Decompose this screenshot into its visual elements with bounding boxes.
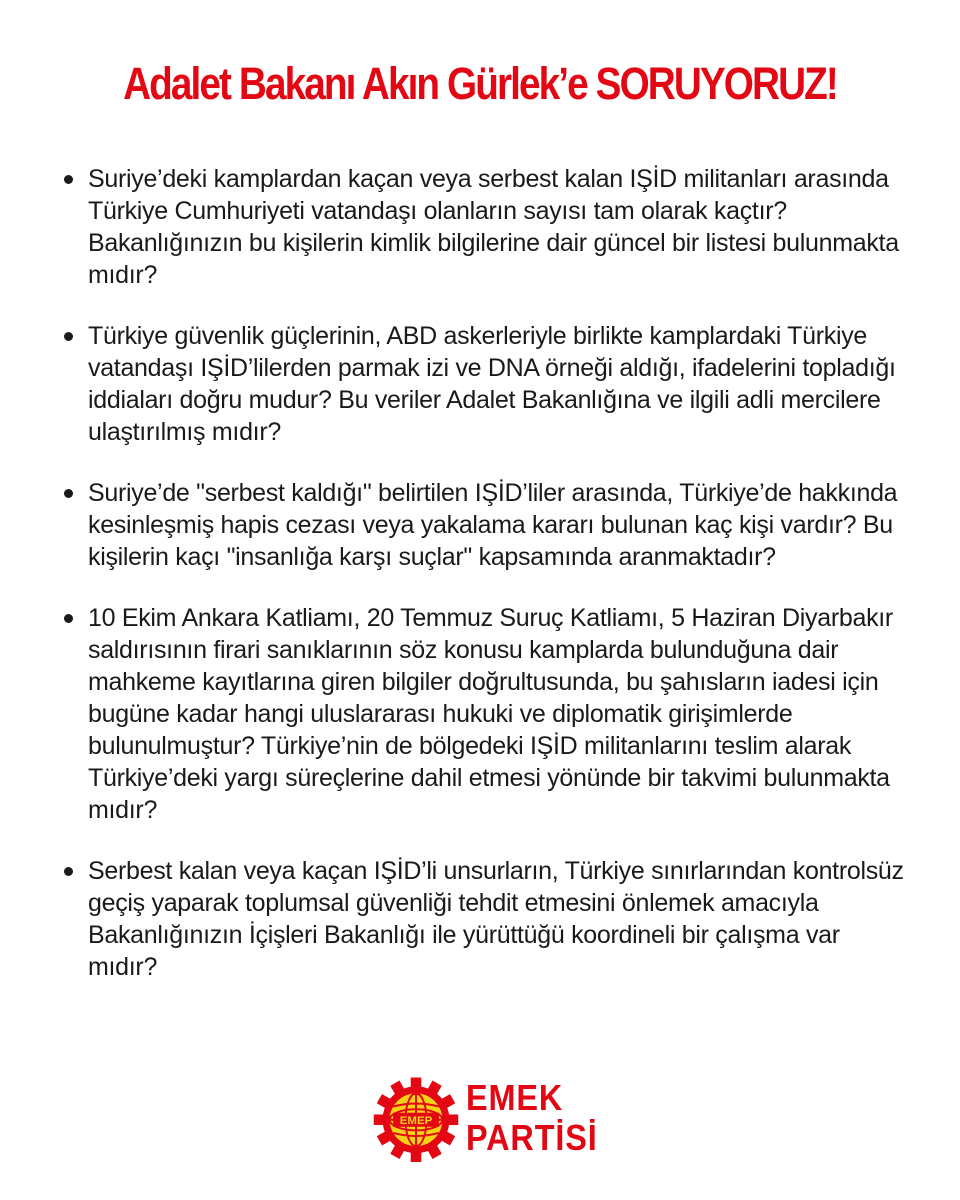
- bullet-icon: [64, 614, 73, 623]
- list-item: [54, 855, 914, 983]
- bullet-icon: [64, 175, 73, 184]
- bullet-icon: [64, 332, 73, 341]
- bullet-icon: [64, 489, 73, 498]
- question-list: [54, 163, 914, 1012]
- question-text: 10 Ekim Ankara Katliamı, 20 Temmuz Suruç Katliamı, 5 Haziran Diyarbakır saldırısının firari sanıklarının söz konusu kamplarda bulunduğuna dair mahkeme kayıtlarına giren bilgiler doğrultusunda, bu şahısların iadesi için bugüne kadar hangi uluslararası hukuki ve diplomatik girişimlerde bulunulmuştur? Türkiye’nin de bölgedeki IŞİD militanlarını teslim alarak Türkiye’deki yargı süreçlerine dahil etmesi yönünde bir takvimi bulunmakta mıdır?: [88, 604, 893, 824]
- question-text: Suriye’de "serbest kaldığı" belirtilen IŞİD’liler arasında, Türkiye’de hakkında kesinleşmiş hapis cezası veya yakalama kararı bulunan kaç kişi vardır? Bu kişilerin kaçı "insanlığa karşı suçlar" kapsamında aranmaktadır?: [88, 479, 898, 571]
- question-text: Suriye’deki kamplardan kaçan veya serbest kalan IŞİD militanları arasında Türkiye Cumhuriyeti vatandaşı olanların sayısı tam olarak kaçtır? Bakanlığınızın bu kişilerin kimlik bilgilerine dair güncel bir listesi bulunmakta mıdır?: [88, 165, 899, 289]
- logo-word-emek: EMEK: [466, 1077, 564, 1118]
- question-text: Türkiye güvenlik güçlerinin, ABD askerleriyle birlikte kamplardaki Türkiye vatandaşı IŞİD’lilerden parmak izi ve DNA örneği aldığı, ifadelerini topladığı iddiaları doğru mudur? Bu veriler Adalet Bakanlığına ve ilgili adli mercilere ulaştırılmış mıdır?: [88, 322, 896, 446]
- list-item: [54, 163, 914, 291]
- party-logo: [372, 1074, 598, 1164]
- list-item: [54, 477, 914, 573]
- question-text: Serbest kalan veya kaçan IŞİD’li unsurların, Türkiye sınırlarından kontrolsüz geçiş yaparak toplumsal güvenliği tehdit etmesini önlemek amacıyla Bakanlığınızın İçişleri Bakanlığı ile yürüttüğü koordineli bir çalışma var mıdır?: [88, 857, 904, 981]
- page-title: Adalet Bakanı Akın Gürlek’e SORUYORUZ!: [123, 58, 837, 109]
- emblem-text: EMEP: [399, 1115, 433, 1128]
- gear-emblem-icon: [372, 1074, 460, 1162]
- list-item: [54, 320, 914, 448]
- list-item: [54, 602, 914, 826]
- bullet-icon: [64, 867, 73, 876]
- logo-word-partisi: PARTİSİ: [466, 1117, 598, 1158]
